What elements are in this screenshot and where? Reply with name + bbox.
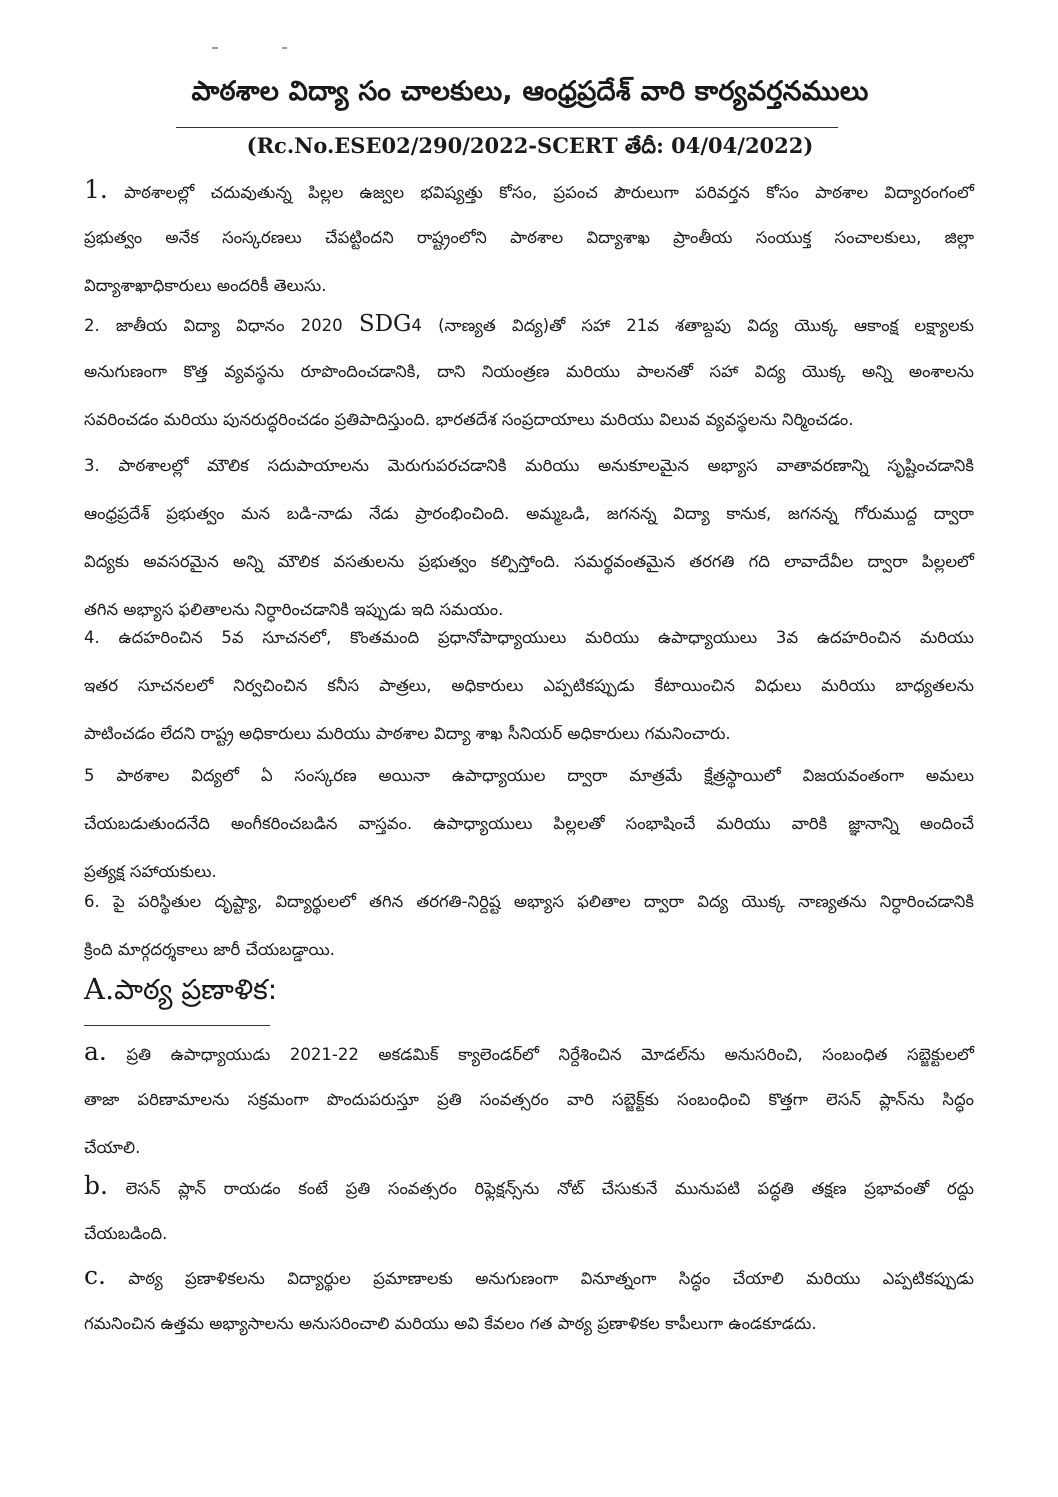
paragraph-line: పాటించడం లేదని రాష్ట్ర అధికారులు మరియు పాఠశాల విద్యా శాఖ సీనియర్ అధికారులు గమనించారు. xyxy=(84,724,731,743)
paragraph-line: గమనించిన ఉత్తమ అభ్యాసాలను అనుసరించాలి మరియు అవి కేవలం గత పాఠ్య ప్రణాళికల కాపీలుగా ఉండకూడదు. xyxy=(84,1314,817,1333)
section-item-c xyxy=(84,1258,974,1354)
section-item-b xyxy=(84,1168,974,1264)
paragraph-line: 1. పాఠశాలల్లో చదువుతున్న పిల్లల ఉజ్వల భవిష్యత్తు కోసం, ప్రపంచ పౌరులుగా పరివర్తన కోసం పాఠశాల విద్యారంగంలో xyxy=(84,175,974,204)
item-marker: a. xyxy=(84,1037,107,1066)
reference-number: (Rc.No.ESE02/290/2022-SCERT తేదీ: 04/04/2022) xyxy=(246,133,814,158)
paragraph-line: సవరించడం మరియు పునరుద్ధరించడం ప్రతిపాదిస్తుంది. భారతదేశ సంప్రదాయాలు మరియు విలువ వ్యవస్థలను నిర్మించడం. xyxy=(84,410,854,429)
section-heading: A.పాఠ్య ప్రణాళిక: xyxy=(84,972,278,1006)
paragraph-line: చేయబడుతుందనేది అంగీకరించబడిన వాస్తవం. ఉపాధ్యాయులు పిల్లలతో సంభాషించే మరియు వారికి జ్ఞానాన్ని అందించే xyxy=(84,814,974,833)
paragraph-line: 3. పాఠశాలల్లో మౌలిక సదుపాయాలను మెరుగుపరచడానికి మరియు అనుకూలమైన అభ్యాస వాతావరణాన్ని సృష్టించడానికి xyxy=(84,456,974,475)
paragraph-line: విద్యకు అవసరమైన అన్ని మౌలిక వసతులను ప్రభుత్వం కల్పిస్తోంది. సమర్థవంతమైన తరగతి గది లావాదేవీల ద్వారా పిల్లలలో xyxy=(84,552,974,571)
paragraph-line: క్రింది మార్గదర్శకాలు జారీ చేయబడ్డాయి. xyxy=(84,940,335,959)
document-title: పాఠశాల విద్యా సం చాలకులు, ఆంధ్రప్రదేశ్ వారి కార్యవర్తనములు xyxy=(191,76,869,107)
paragraph-line: 5 పాఠశాల విద్యలో ఏ సంస్కరణ అయినా ఉపాధ్యాయుల ద్వారా మాత్రమే క్షేత్రస్థాయిలో విజయవంతంగా అమలు xyxy=(84,766,974,785)
paragraph-line: చేయబడింది. xyxy=(84,1224,168,1243)
paragraph-line: 4. ఉదహరించిన 5వ సూచనలో, కొంతమంది ప్రధానోపాధ్యాయులు మరియు ఉపాధ్యాయులు 3వ ఉదహరించిన మరియు xyxy=(84,628,974,647)
title-underline xyxy=(176,127,838,128)
paragraph-line: 2. జాతీయ విద్యా విధానం 2020 SDG4 (నాణ్యత విద్య)తో సహా 21వ శతాబ్దపు విద్య యొక్క ఆకాంక్ష లక్ష్యాలకు xyxy=(84,311,974,337)
paragraph-line: తాజా పరిణామాలను సక్రమంగా పొందుపరుస్తూ ప్రతి సంవత్సరం వారి సబ్జెక్ట్‌కు సంబంధించి కొత్తగా లెసన్ ప్లాన్‌ను సిద్ధం xyxy=(84,1090,974,1109)
paragraph-2 xyxy=(84,306,974,450)
item-marker: b. xyxy=(84,1171,108,1200)
item-marker: c. xyxy=(84,1261,106,1290)
paragraph-line: ఇతర సూచనలలో నిర్వచించిన కనీస పాత్రలు, అధికారులు ఎప్పటికప్పుడు కేటాయించిన విధులు మరియు బాధ్యతలను xyxy=(84,676,974,695)
paragraph-line: a. ప్రతి ఉపాధ్యాయుడు 2021-22 అకడమిక్ క్యాలెండర్‌లో నిర్దేశించిన మోడల్‌ను అనుసరించి, సంబంధిత సబ్జెక్టులలో xyxy=(84,1037,974,1066)
paragraph-line: చేయాలి. xyxy=(84,1138,141,1157)
section-marker: A. xyxy=(84,972,115,1006)
paragraph-line: c. పాఠ్య ప్రణాళికలను విద్యార్థుల ప్రమాణాలకు అనుగుణంగా వినూత్నంగా సిద్ధం చేయాలి మరియు ఎప్పటికప్పుడు xyxy=(84,1261,974,1290)
sdg-label: SDG xyxy=(358,311,412,337)
paragraph-line: తగిన అభ్యాస ఫలితాలను నిర్ధారించడానికి ఇప్పుడు ఇది సమయం. xyxy=(84,600,504,619)
paragraph-line: b. లెసన్ ప్లాన్ రాయడం కంటే ప్రతి సంవత్సరం రిఫ్లెక్షన్స్‌ను నోట్ చేసుకునే మునుపటి పద్ధతి తక్షణ ప్రభావంతో రద్దు xyxy=(84,1171,974,1200)
paragraph-6 xyxy=(84,884,974,980)
paragraph-4 xyxy=(84,620,974,764)
section-item-a xyxy=(84,1034,974,1178)
scan-mark xyxy=(282,47,287,49)
paragraph-line: 6. పై పరిస్థితుల దృష్ట్యా, విద్యార్థులలో తగిన తరగతి-నిర్దిష్ట అభ్యాస ఫలితాల ద్వారా విద్య యొక్క నాణ్యతను నిర్ధారించడానికి xyxy=(84,892,974,911)
paragraph-5 xyxy=(84,758,974,902)
section-underline xyxy=(84,1025,270,1026)
paragraph-1 xyxy=(84,172,974,316)
paragraph-line: ఆంధ్రప్రదేశ్ ప్రభుత్వం మన బడి-నాడు నేడు ప్రారంభించింది. అమ్మఒడి, జగనన్న విద్యా కానుక, జగనన్న గోరుముద్ద ద్వారా xyxy=(84,504,974,523)
scan-mark xyxy=(212,47,218,49)
paragraph-line: ప్రత్యక్ష సహాయకులు. xyxy=(84,862,217,881)
paragraph-number: 1. xyxy=(84,175,108,204)
paragraph-line: ప్రభుత్వం అనేక సంస్కరణలు చేపట్టిందని రాష్ట్రంలోని పాఠశాల విద్యాశాఖ ప్రాంతీయ సంయుక్త సంచాలకులు, జిల్లా xyxy=(84,228,974,247)
paragraph-line: అనుగుణంగా కొత్త వ్యవస్థను రూపొందించడానికి, దాని నియంత్రణ మరియు పాలనతో సహా విద్య యొక్క అన్ని అంశాలను xyxy=(84,362,974,381)
paragraph-3 xyxy=(84,448,974,640)
paragraph-line: విద్యాశాఖాధికారులు అందరికీ తెలుసు. xyxy=(84,276,327,295)
